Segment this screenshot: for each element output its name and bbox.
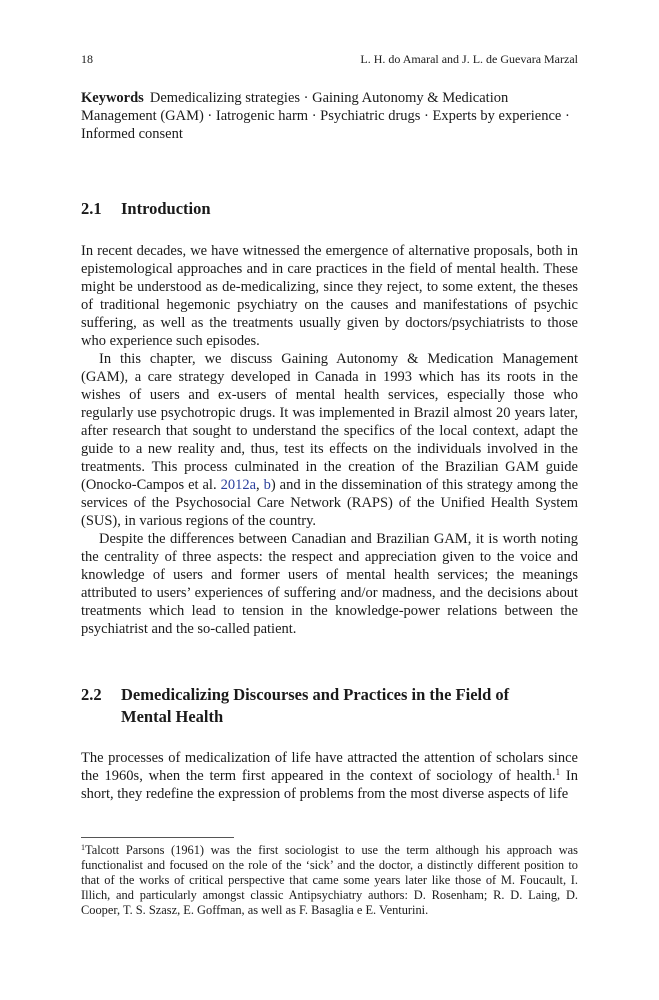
footnote-reference[interactable]: 1 [555,767,561,777]
paragraph [81,749,578,803]
paragraph-text: In this chapter, we discuss Gaining Autonomy & Medication Management (GAM), a care strategy developed in Canada in 1993 which has its roots in the wishes of users and ex-users of mental health services, especially those who regularly use psychotropic drugs. It was implemented in Brazil almost 20 years later, after research that sought to understand the specifics of the local context, adapt the guide to a new reality and, thus, test its effects on the individuals involved in the treatments. This process culminated in the creation of the Brazilian GAM guide (Onocko-Campos et al. [81,351,578,493]
footnote-divider [81,837,234,838]
section-title: Introduction [121,199,211,218]
keywords-label: Keywords [81,90,144,106]
demedicalizing-body [81,749,578,803]
keywords-text: Demedicalizing strategies · Gaining Autonomy & Medication Management (GAM) · Iatrogenic harm · Psychiatric drugs · Experts by experience · Informed consent [81,90,570,142]
section-title: Demedicalizing Discourses and Practices in the Field of Mental Health [121,685,510,726]
footnote [81,843,578,918]
paragraph: Despite the differences between Canadian and Brazilian GAM, it is worth noting the centrality of three aspects: the respect and appreciation given to the voice and knowledge of users and former users of mental health services; the meanings attributed to users’ experiences of suffering and/or madness, and the decisions about treatments which lead to tension in the knowledge-power relations between the psychiatrist and the so-called patient. [81,531,578,637]
citation-link-2012b[interactable]: b [263,477,271,493]
running-head-authors: L. H. do Amaral and J. L. de Guevara Marzal [360,52,578,66]
footnote-marker: 1 [81,843,85,852]
section-number: 2.2 [81,685,102,704]
paragraph: In recent decades, we have witnessed the emergence of alternative proposals, both in epistemological approaches and in care practices in the field of mental health. These might be understood as de-medicalizing, since they reject, to some extent, the theses of traditional hegemonic psychiatry on the causes and manifestations of psychic suffering, as well as the treatments usually given by doctors/psychiatrists to those who experience such episodes. [81,243,578,349]
paragraph [81,350,578,530]
paragraph-text: The processes of medicalization of life have attracted the attention of scholars since the 1960s, when the term first appeared in the context of sociology of health. [81,750,578,784]
keywords-block [81,89,578,143]
footnote-text: Talcott Parsons (1961) was the first sociologist to use the term although his approach was functionalist and focused on the role of the ‘sick’ and the doctor, a distinctly different position to that of the works of critical perspective that came some years later like those of M. Foucault, I. Illich, and particularly amongst classic Antipsychiatry authors: D. Rosenham; R. D. Laing, D. Cooper, T. S. Szasz, E. Goffman, as well as F. Basaglia e E. Venturini. [81,843,578,917]
introduction-body [81,242,578,638]
paragraph-text: ) and in the dissemination of this strategy among the services of the Psychosocial Care Network (RAPS) of the Unified Health System (SUS), in various regions of the country. [81,477,579,529]
citation-link-2012a[interactable]: 2012a [220,477,256,493]
section-number: 2.1 [81,199,102,218]
section-heading-demedicalizing [81,684,578,728]
paragraph-text: In short, they redefine the expression of problems from the most diverse aspects of life [81,768,578,802]
section-heading-introduction [81,198,578,220]
citation-separator: , [256,477,264,493]
running-head [81,52,578,67]
page-number: 18 [81,52,93,66]
